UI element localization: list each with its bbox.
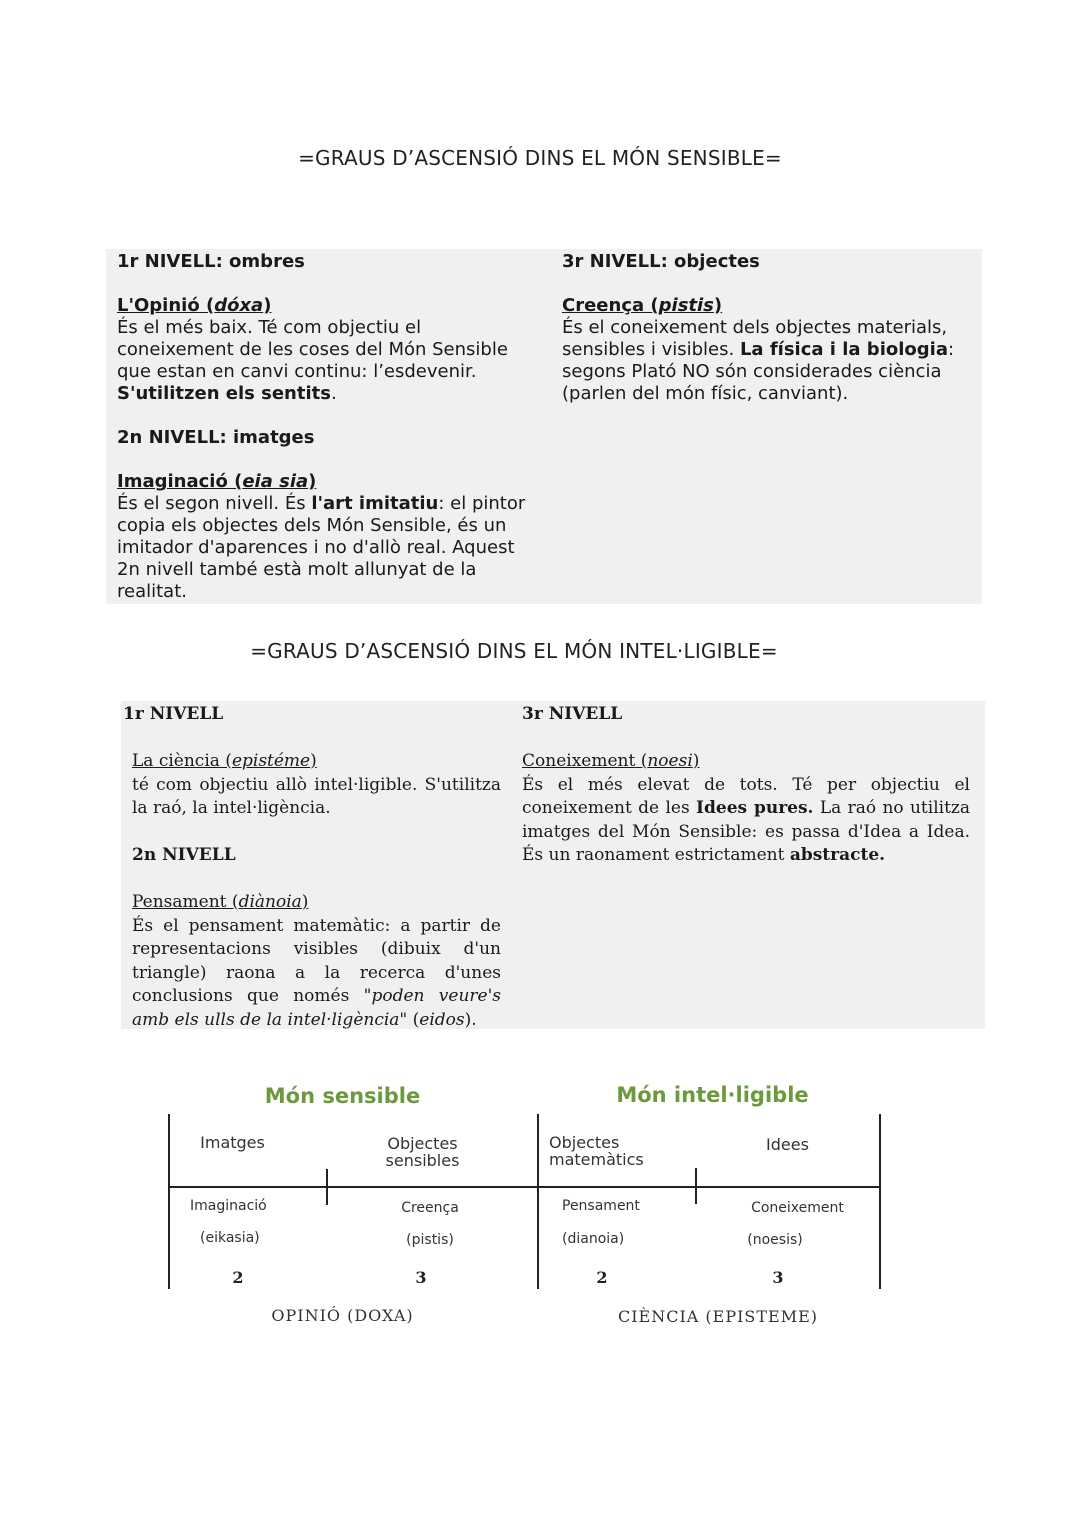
level-heading: 3r NIVELL: [522, 704, 623, 724]
term-heading: La ciència (epistéme): [132, 751, 317, 771]
stage-greek: (noesis): [747, 1232, 803, 1248]
term-heading: Pensament (diànoia): [132, 892, 309, 912]
section-title-intelligible: =GRAUS D’ASCENSIÓ DINS EL MÓN INTEL·LIGIBLE=: [250, 639, 778, 663]
segment-label: Objectes sensibles: [385, 1134, 460, 1170]
segment-label: Objectes matemàtics: [549, 1133, 644, 1169]
level-heading: 1r NIVELL: ombres: [117, 251, 305, 272]
stage-greek: (pistis): [406, 1232, 454, 1248]
divider-line: [168, 1186, 881, 1188]
intelligible-right-column: [522, 703, 970, 868]
level-heading: 1r NIVELL: [123, 704, 224, 724]
stage-number: 3: [415, 1268, 427, 1287]
level-description: És el segon nivell. És l'art imitatiu: el pintor copia els objectes dels Món Sensible, és un imitador d'aparences i no d'allò real. Aquest 2n nivell també està molt allunyat de la realitat.: [117, 493, 526, 602]
level-description: té com objectiu allò intel·ligible. S'utilitza la raó, la intel·ligència.: [132, 774, 501, 818]
term-heading: Creença (pistis): [562, 295, 723, 316]
science-label: CIÈNCIA (EPISTEME): [617, 1307, 819, 1326]
level-heading: 2n NIVELL: [132, 845, 236, 865]
segment-label: Imatges: [200, 1133, 265, 1152]
sensible-right-column: [562, 251, 967, 405]
stage-number: 2: [596, 1268, 608, 1287]
intelligible-left-column: [123, 703, 501, 1032]
stage-greek: (eikasia): [200, 1230, 260, 1246]
level-description: És el més elevat de tots. Té per objectiu el coneixement de les Idees pures. La raó no utilitza imatges del Món Sensible: es passa d'Idea a Idea. És un raonament estrictament abstracte.: [522, 774, 971, 865]
stage-number: 2: [232, 1268, 244, 1287]
level-heading: 3r NIVELL: objectes: [562, 251, 760, 272]
world-sensible-label: Món sensible: [264, 1084, 421, 1108]
divider-line: [879, 1114, 881, 1289]
opinion-label: OPINIÓ (DOXA): [271, 1306, 414, 1325]
stage-name: Pensament: [562, 1198, 640, 1214]
level-description: És el pensament matemàtic: a partir de representacions visibles (dibuix d'un triangle) raona a la recerca d'unes conclusions que només "poden veure's amb els ulls de la intel·ligència" (eidos).: [132, 915, 501, 1030]
stage-name: Coneixement: [751, 1200, 844, 1216]
stage-name: Creença: [401, 1200, 459, 1216]
level-heading: 2n NIVELL: imatges: [117, 427, 315, 448]
stage-greek: (dianoia): [562, 1231, 625, 1247]
level-description: És el coneixement dels objectes materials, sensibles i visibles. La física i la biologia: segons Plató NO són considerades ciència (parlen del món físic, canviant).: [562, 317, 955, 404]
segment-label: Idees: [766, 1135, 809, 1154]
sensible-left-column: [117, 251, 542, 603]
stage-name: Imaginació: [190, 1198, 267, 1214]
world-intelligible-label: Món intel·ligible: [616, 1083, 809, 1107]
divider-line: [537, 1114, 539, 1289]
term-heading: Coneixement (noesi): [522, 751, 700, 771]
term-heading: L'Opinió (dóxa): [117, 295, 272, 316]
level-description: És el més baix. Té com objectiu el coneixement de les coses del Món Sensible que estan en canvi continu: l’esdevenir. S'utilitzen els sentits.: [117, 317, 508, 404]
section-title-sensible: =GRAUS D’ASCENSIÓ DINS EL MÓN SENSIBLE=: [298, 146, 782, 170]
term-heading: Imaginació (eia sia): [117, 471, 317, 492]
divided-line-diagram: [0, 1070, 1080, 1350]
stage-number: 3: [772, 1268, 784, 1287]
